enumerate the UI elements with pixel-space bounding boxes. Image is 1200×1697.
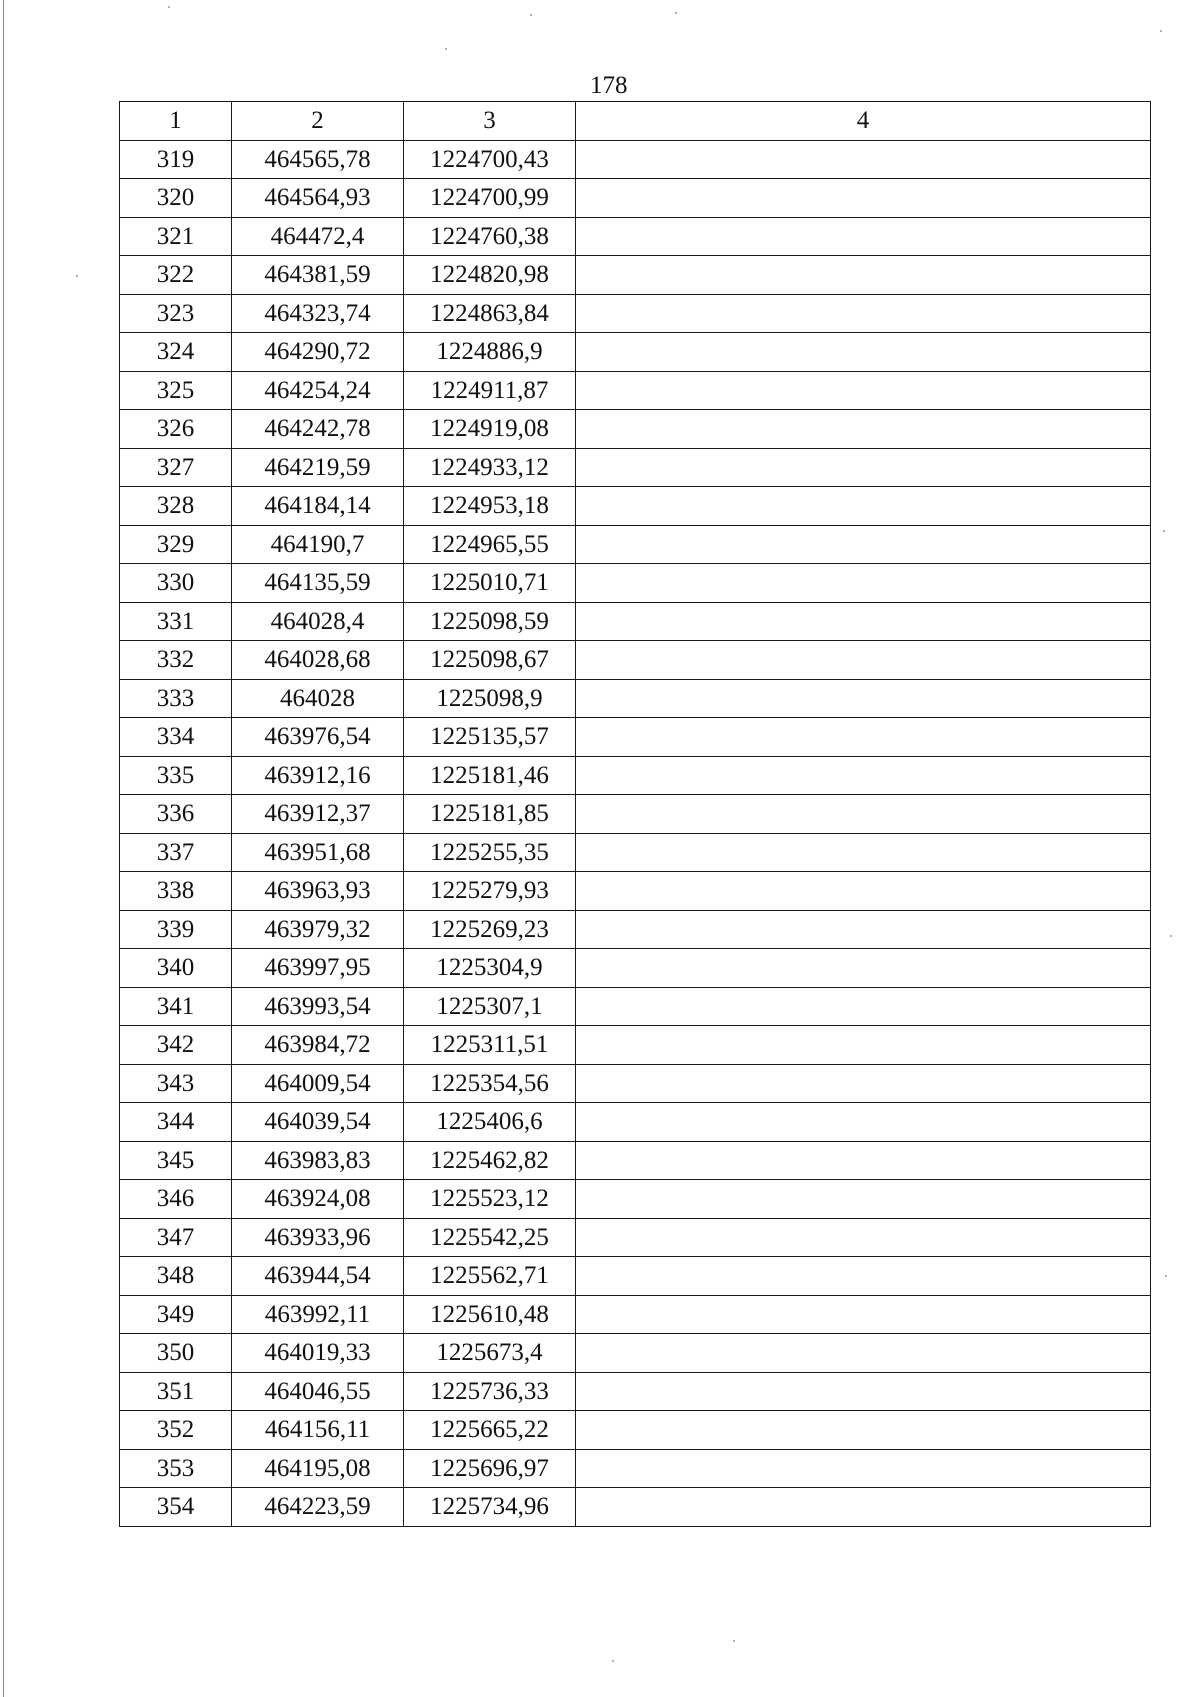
y-coordinate-cell: 1224820,98 [404, 256, 576, 295]
point-number-cell: 333 [120, 679, 232, 718]
table-row [120, 525, 1151, 564]
table-row [120, 217, 1151, 256]
table-row [120, 179, 1151, 218]
point-number-cell: 353 [120, 1449, 232, 1488]
y-coordinate-cell: 1224760,38 [404, 217, 576, 256]
y-coordinate-cell: 1224886,9 [404, 333, 576, 372]
table-row [120, 1449, 1151, 1488]
x-coordinate-cell: 463924,08 [232, 1180, 404, 1219]
note-cell [576, 1257, 1151, 1296]
point-number-cell: 342 [120, 1026, 232, 1065]
table-row [120, 1372, 1151, 1411]
x-coordinate-cell: 464019,33 [232, 1334, 404, 1373]
y-coordinate-cell: 1225542,25 [404, 1218, 576, 1257]
coordinates-table [119, 101, 1151, 1527]
page-number: 178 [590, 72, 628, 99]
scan-speck [612, 1660, 614, 1662]
x-coordinate-cell: 464565,78 [232, 140, 404, 179]
x-coordinate-cell: 464190,7 [232, 525, 404, 564]
point-number-cell: 340 [120, 949, 232, 988]
x-coordinate-cell: 463944,54 [232, 1257, 404, 1296]
table-row [120, 910, 1151, 949]
column-header-1: 1 [120, 102, 232, 141]
point-number-cell: 349 [120, 1295, 232, 1334]
scan-speck [1160, 30, 1162, 32]
point-number-cell: 334 [120, 718, 232, 757]
table-row [120, 833, 1151, 872]
y-coordinate-cell: 1225523,12 [404, 1180, 576, 1219]
note-cell [576, 333, 1151, 372]
note-cell [576, 256, 1151, 295]
note-cell [576, 602, 1151, 641]
point-number-cell: 323 [120, 294, 232, 333]
table-row [120, 371, 1151, 410]
note-cell [576, 718, 1151, 757]
table-row [120, 1026, 1151, 1065]
x-coordinate-cell: 463951,68 [232, 833, 404, 872]
column-header-4: 4 [576, 102, 1151, 141]
scan-speck [530, 14, 532, 16]
x-coordinate-cell: 464135,59 [232, 564, 404, 603]
column-header-2: 2 [232, 102, 404, 141]
table-row [120, 256, 1151, 295]
table-row [120, 1334, 1151, 1373]
point-number-cell: 321 [120, 217, 232, 256]
y-coordinate-cell: 1224953,18 [404, 487, 576, 526]
y-coordinate-cell: 1225610,48 [404, 1295, 576, 1334]
point-number-cell: 352 [120, 1411, 232, 1450]
x-coordinate-cell: 463912,16 [232, 756, 404, 795]
table-row [120, 949, 1151, 988]
table-row [120, 795, 1151, 834]
note-cell [576, 448, 1151, 487]
table-row [120, 333, 1151, 372]
point-number-cell: 325 [120, 371, 232, 410]
point-number-cell: 326 [120, 410, 232, 449]
point-number-cell: 335 [120, 756, 232, 795]
scan-speck [168, 6, 170, 8]
note-cell [576, 487, 1151, 526]
x-coordinate-cell: 464564,93 [232, 179, 404, 218]
x-coordinate-cell: 464472,4 [232, 217, 404, 256]
y-coordinate-cell: 1225354,56 [404, 1064, 576, 1103]
y-coordinate-cell: 1225736,33 [404, 1372, 576, 1411]
y-coordinate-cell: 1225181,46 [404, 756, 576, 795]
table-row [120, 1141, 1151, 1180]
y-coordinate-cell: 1225311,51 [404, 1026, 576, 1065]
point-number-cell: 341 [120, 987, 232, 1026]
y-coordinate-cell: 1225098,67 [404, 641, 576, 680]
x-coordinate-cell: 464009,54 [232, 1064, 404, 1103]
scan-speck [445, 48, 447, 50]
y-coordinate-cell: 1225406,6 [404, 1103, 576, 1142]
table-row [120, 641, 1151, 680]
coordinates-table-container [119, 101, 1150, 1527]
x-coordinate-cell: 463997,95 [232, 949, 404, 988]
table-row [120, 1257, 1151, 1296]
y-coordinate-cell: 1224919,08 [404, 410, 576, 449]
y-coordinate-cell: 1224700,43 [404, 140, 576, 179]
table-row [120, 679, 1151, 718]
note-cell [576, 1411, 1151, 1450]
y-coordinate-cell: 1224965,55 [404, 525, 576, 564]
point-number-cell: 338 [120, 872, 232, 911]
x-coordinate-cell: 464039,54 [232, 1103, 404, 1142]
scan-binding-edge [3, 0, 4, 1697]
point-number-cell: 319 [120, 140, 232, 179]
scan-speck [76, 275, 78, 277]
x-coordinate-cell: 463976,54 [232, 718, 404, 757]
point-number-cell: 322 [120, 256, 232, 295]
x-coordinate-cell: 464381,59 [232, 256, 404, 295]
x-coordinate-cell: 464290,72 [232, 333, 404, 372]
x-coordinate-cell: 464219,59 [232, 448, 404, 487]
note-cell [576, 795, 1151, 834]
y-coordinate-cell: 1225665,22 [404, 1411, 576, 1450]
table-row [120, 1488, 1151, 1527]
table-row [120, 1411, 1151, 1450]
x-coordinate-cell: 464184,14 [232, 487, 404, 526]
table-row [120, 756, 1151, 795]
point-number-cell: 350 [120, 1334, 232, 1373]
point-number-cell: 332 [120, 641, 232, 680]
table-row [120, 448, 1151, 487]
y-coordinate-cell: 1225255,35 [404, 833, 576, 872]
note-cell [576, 1180, 1151, 1219]
table-row [120, 1180, 1151, 1219]
x-coordinate-cell: 464028,4 [232, 602, 404, 641]
table-body [120, 140, 1151, 1526]
note-cell [576, 1026, 1151, 1065]
x-coordinate-cell: 464323,74 [232, 294, 404, 333]
y-coordinate-cell: 1225696,97 [404, 1449, 576, 1488]
x-coordinate-cell: 463963,93 [232, 872, 404, 911]
note-cell [576, 294, 1151, 333]
table-row [120, 410, 1151, 449]
note-cell [576, 1372, 1151, 1411]
note-cell [576, 872, 1151, 911]
table-row [120, 872, 1151, 911]
x-coordinate-cell: 464254,24 [232, 371, 404, 410]
note-cell [576, 1449, 1151, 1488]
note-cell [576, 1141, 1151, 1180]
note-cell [576, 179, 1151, 218]
scan-speck [1165, 1275, 1167, 1277]
point-number-cell: 348 [120, 1257, 232, 1296]
point-number-cell: 320 [120, 179, 232, 218]
table-row [120, 718, 1151, 757]
note-cell [576, 833, 1151, 872]
point-number-cell: 324 [120, 333, 232, 372]
note-cell [576, 679, 1151, 718]
table-row [120, 987, 1151, 1026]
y-coordinate-cell: 1224911,87 [404, 371, 576, 410]
x-coordinate-cell: 463983,83 [232, 1141, 404, 1180]
point-number-cell: 329 [120, 525, 232, 564]
x-coordinate-cell: 464242,78 [232, 410, 404, 449]
point-number-cell: 343 [120, 1064, 232, 1103]
table-row [120, 140, 1151, 179]
y-coordinate-cell: 1225304,9 [404, 949, 576, 988]
table-row [120, 294, 1151, 333]
table-row [120, 1295, 1151, 1334]
table-header-row [120, 102, 1151, 141]
x-coordinate-cell: 463912,37 [232, 795, 404, 834]
note-cell [576, 140, 1151, 179]
table-row [120, 602, 1151, 641]
point-number-cell: 344 [120, 1103, 232, 1142]
point-number-cell: 351 [120, 1372, 232, 1411]
note-cell [576, 1064, 1151, 1103]
point-number-cell: 336 [120, 795, 232, 834]
column-header-3: 3 [404, 102, 576, 141]
note-cell [576, 1334, 1151, 1373]
point-number-cell: 347 [120, 1218, 232, 1257]
y-coordinate-cell: 1224700,99 [404, 179, 576, 218]
note-cell [576, 371, 1151, 410]
point-number-cell: 346 [120, 1180, 232, 1219]
note-cell [576, 1103, 1151, 1142]
x-coordinate-cell: 463984,72 [232, 1026, 404, 1065]
x-coordinate-cell: 463933,96 [232, 1218, 404, 1257]
note-cell [576, 949, 1151, 988]
x-coordinate-cell: 464195,08 [232, 1449, 404, 1488]
y-coordinate-cell: 1225269,23 [404, 910, 576, 949]
table-row [120, 1064, 1151, 1103]
note-cell [576, 910, 1151, 949]
point-number-cell: 328 [120, 487, 232, 526]
note-cell [576, 1295, 1151, 1334]
x-coordinate-cell: 463979,32 [232, 910, 404, 949]
note-cell [576, 525, 1151, 564]
y-coordinate-cell: 1225098,59 [404, 602, 576, 641]
table-row [120, 487, 1151, 526]
x-coordinate-cell: 464046,55 [232, 1372, 404, 1411]
y-coordinate-cell: 1225734,96 [404, 1488, 576, 1527]
x-coordinate-cell: 464028,68 [232, 641, 404, 680]
note-cell [576, 756, 1151, 795]
x-coordinate-cell: 464028 [232, 679, 404, 718]
y-coordinate-cell: 1224933,12 [404, 448, 576, 487]
table-row [120, 564, 1151, 603]
scan-speck [733, 1640, 735, 1642]
point-number-cell: 339 [120, 910, 232, 949]
y-coordinate-cell: 1225135,57 [404, 718, 576, 757]
scan-speck [1170, 935, 1172, 937]
y-coordinate-cell: 1225098,9 [404, 679, 576, 718]
note-cell [576, 410, 1151, 449]
table-row [120, 1103, 1151, 1142]
note-cell [576, 564, 1151, 603]
x-coordinate-cell: 463992,11 [232, 1295, 404, 1334]
y-coordinate-cell: 1224863,84 [404, 294, 576, 333]
point-number-cell: 331 [120, 602, 232, 641]
y-coordinate-cell: 1225181,85 [404, 795, 576, 834]
x-coordinate-cell: 463993,54 [232, 987, 404, 1026]
point-number-cell: 337 [120, 833, 232, 872]
note-cell [576, 217, 1151, 256]
scan-speck [675, 12, 677, 14]
x-coordinate-cell: 464223,59 [232, 1488, 404, 1527]
note-cell [576, 1488, 1151, 1527]
point-number-cell: 345 [120, 1141, 232, 1180]
note-cell [576, 641, 1151, 680]
table-row [120, 1218, 1151, 1257]
note-cell [576, 1218, 1151, 1257]
point-number-cell: 330 [120, 564, 232, 603]
y-coordinate-cell: 1225279,93 [404, 872, 576, 911]
point-number-cell: 354 [120, 1488, 232, 1527]
y-coordinate-cell: 1225562,71 [404, 1257, 576, 1296]
x-coordinate-cell: 464156,11 [232, 1411, 404, 1450]
y-coordinate-cell: 1225673,4 [404, 1334, 576, 1373]
y-coordinate-cell: 1225462,82 [404, 1141, 576, 1180]
point-number-cell: 327 [120, 448, 232, 487]
note-cell [576, 987, 1151, 1026]
y-coordinate-cell: 1225307,1 [404, 987, 576, 1026]
scan-speck [1163, 530, 1165, 532]
y-coordinate-cell: 1225010,71 [404, 564, 576, 603]
